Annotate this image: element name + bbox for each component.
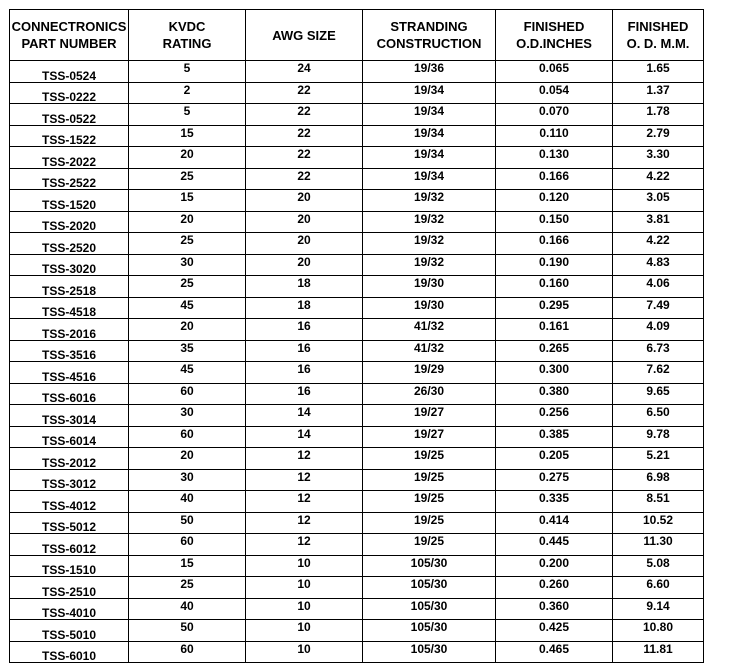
cell-awg-size: 16 — [246, 362, 363, 384]
cell-awg-size: 10 — [246, 598, 363, 620]
cell-od-inches: 0.130 — [496, 147, 613, 169]
header-part-number — [10, 10, 129, 61]
cell-stranding: 105/30 — [363, 641, 496, 663]
table-row — [10, 469, 704, 491]
cell-od-mm: 7.49 — [613, 297, 704, 319]
cell-od-inches: 0.445 — [496, 534, 613, 556]
table-row — [10, 61, 704, 83]
cell-stranding: 19/32 — [363, 233, 496, 255]
cell-part-number: TSS-0522 — [10, 104, 129, 126]
cell-awg-size: 18 — [246, 297, 363, 319]
cell-part-number: TSS-3014 — [10, 405, 129, 427]
table-row — [10, 297, 704, 319]
cell-awg-size: 16 — [246, 383, 363, 405]
cell-od-mm: 8.51 — [613, 491, 704, 513]
cell-part-number: TSS-3020 — [10, 254, 129, 276]
cell-awg-size: 14 — [246, 426, 363, 448]
cell-od-mm: 4.22 — [613, 233, 704, 255]
cell-awg-size: 20 — [246, 211, 363, 233]
cell-awg-size: 12 — [246, 534, 363, 556]
header-line: CONSTRUCTION — [376, 36, 482, 51]
cell-part-number: TSS-2510 — [10, 577, 129, 599]
cell-stranding: 19/25 — [363, 534, 496, 556]
cell-kvdc-rating: 45 — [129, 297, 246, 319]
table-row — [10, 426, 704, 448]
cell-od-inches: 0.465 — [496, 641, 613, 663]
cell-stranding: 26/30 — [363, 383, 496, 405]
cell-od-inches: 0.265 — [496, 340, 613, 362]
cell-od-mm: 10.80 — [613, 620, 704, 642]
cell-stranding: 19/34 — [363, 82, 496, 104]
cell-kvdc-rating: 30 — [129, 405, 246, 427]
table-row — [10, 190, 704, 212]
cell-kvdc-rating: 35 — [129, 340, 246, 362]
cell-od-mm: 6.73 — [613, 340, 704, 362]
table-row — [10, 319, 704, 341]
cell-od-mm: 9.14 — [613, 598, 704, 620]
cell-od-inches: 0.065 — [496, 61, 613, 83]
cell-awg-size: 12 — [246, 469, 363, 491]
table-row — [10, 82, 704, 104]
header-line: CONNECTRONICS — [11, 19, 127, 34]
wire-spec-table — [9, 9, 704, 663]
header-line: O. D. M.M. — [626, 36, 690, 51]
spec-table-container — [9, 9, 704, 663]
cell-stranding: 19/27 — [363, 405, 496, 427]
cell-awg-size: 24 — [246, 61, 363, 83]
cell-stranding: 105/30 — [363, 555, 496, 577]
cell-part-number: TSS-6012 — [10, 534, 129, 556]
cell-awg-size: 16 — [246, 319, 363, 341]
table-row — [10, 405, 704, 427]
cell-od-mm: 3.30 — [613, 147, 704, 169]
cell-part-number: TSS-1520 — [10, 190, 129, 212]
cell-awg-size: 12 — [246, 512, 363, 534]
cell-od-inches: 0.110 — [496, 125, 613, 147]
cell-kvdc-rating: 30 — [129, 469, 246, 491]
cell-od-mm: 9.65 — [613, 383, 704, 405]
cell-od-inches: 0.190 — [496, 254, 613, 276]
cell-stranding: 19/30 — [363, 276, 496, 298]
cell-kvdc-rating: 45 — [129, 362, 246, 384]
cell-kvdc-rating: 40 — [129, 598, 246, 620]
table-row — [10, 577, 704, 599]
cell-od-inches: 0.256 — [496, 405, 613, 427]
cell-od-inches: 0.275 — [496, 469, 613, 491]
cell-part-number: TSS-6016 — [10, 383, 129, 405]
cell-kvdc-rating: 5 — [129, 61, 246, 83]
cell-awg-size: 22 — [246, 82, 363, 104]
cell-part-number: TSS-2520 — [10, 233, 129, 255]
cell-od-mm: 4.09 — [613, 319, 704, 341]
cell-od-inches: 0.380 — [496, 383, 613, 405]
cell-stranding: 19/27 — [363, 426, 496, 448]
cell-awg-size: 20 — [246, 233, 363, 255]
cell-od-mm: 4.06 — [613, 276, 704, 298]
table-row — [10, 254, 704, 276]
cell-kvdc-rating: 60 — [129, 383, 246, 405]
cell-od-mm: 3.05 — [613, 190, 704, 212]
cell-part-number: TSS-4010 — [10, 598, 129, 620]
cell-od-inches: 0.166 — [496, 233, 613, 255]
cell-kvdc-rating: 20 — [129, 147, 246, 169]
cell-part-number: TSS-2012 — [10, 448, 129, 470]
cell-stranding: 19/34 — [363, 168, 496, 190]
cell-kvdc-rating: 5 — [129, 104, 246, 126]
cell-awg-size: 20 — [246, 190, 363, 212]
cell-awg-size: 22 — [246, 147, 363, 169]
cell-od-mm: 11.81 — [613, 641, 704, 663]
table-row — [10, 491, 704, 513]
cell-stranding: 19/25 — [363, 512, 496, 534]
header-kvdc-rating — [129, 10, 246, 61]
cell-kvdc-rating: 40 — [129, 491, 246, 513]
table-row — [10, 512, 704, 534]
cell-awg-size: 10 — [246, 577, 363, 599]
cell-stranding: 19/30 — [363, 297, 496, 319]
header-line: FINISHED — [627, 19, 689, 34]
header-line: RATING — [162, 36, 212, 51]
table-row — [10, 641, 704, 663]
cell-part-number: TSS-6014 — [10, 426, 129, 448]
cell-kvdc-rating: 25 — [129, 233, 246, 255]
cell-stranding: 19/32 — [363, 211, 496, 233]
cell-od-mm: 4.22 — [613, 168, 704, 190]
cell-od-inches: 0.425 — [496, 620, 613, 642]
cell-od-mm: 4.83 — [613, 254, 704, 276]
cell-od-inches: 0.360 — [496, 598, 613, 620]
cell-od-inches: 0.150 — [496, 211, 613, 233]
cell-stranding: 19/25 — [363, 448, 496, 470]
cell-part-number: TSS-3012 — [10, 469, 129, 491]
cell-od-mm: 2.79 — [613, 125, 704, 147]
cell-stranding: 105/30 — [363, 598, 496, 620]
cell-awg-size: 18 — [246, 276, 363, 298]
cell-kvdc-rating: 15 — [129, 555, 246, 577]
cell-kvdc-rating: 25 — [129, 168, 246, 190]
table-row — [10, 555, 704, 577]
header-stranding-construction — [363, 10, 496, 61]
header-od-inches — [496, 10, 613, 61]
cell-awg-size: 22 — [246, 168, 363, 190]
cell-awg-size: 10 — [246, 641, 363, 663]
cell-od-inches: 0.166 — [496, 168, 613, 190]
header-line: PART NUMBER — [21, 36, 117, 51]
table-row — [10, 276, 704, 298]
cell-kvdc-rating: 30 — [129, 254, 246, 276]
table-row — [10, 383, 704, 405]
header-line: O.D.INCHES — [516, 36, 592, 51]
cell-part-number: TSS-4518 — [10, 297, 129, 319]
cell-od-mm: 6.60 — [613, 577, 704, 599]
cell-awg-size: 22 — [246, 104, 363, 126]
cell-od-mm: 9.78 — [613, 426, 704, 448]
header-line: FINISHED — [523, 19, 585, 34]
header-od-mm — [613, 10, 704, 61]
cell-kvdc-rating: 25 — [129, 577, 246, 599]
cell-kvdc-rating: 15 — [129, 190, 246, 212]
cell-od-inches: 0.120 — [496, 190, 613, 212]
cell-awg-size: 10 — [246, 620, 363, 642]
cell-od-inches: 0.385 — [496, 426, 613, 448]
cell-kvdc-rating: 50 — [129, 620, 246, 642]
cell-stranding: 41/32 — [363, 340, 496, 362]
cell-od-mm: 6.50 — [613, 405, 704, 427]
cell-part-number: TSS-4012 — [10, 491, 129, 513]
cell-part-number: TSS-6010 — [10, 641, 129, 663]
cell-od-mm: 1.78 — [613, 104, 704, 126]
cell-od-inches: 0.161 — [496, 319, 613, 341]
cell-awg-size: 14 — [246, 405, 363, 427]
cell-part-number: TSS-2522 — [10, 168, 129, 190]
cell-od-mm: 10.52 — [613, 512, 704, 534]
cell-part-number: TSS-2518 — [10, 276, 129, 298]
table-row — [10, 233, 704, 255]
cell-part-number: TSS-2016 — [10, 319, 129, 341]
cell-od-inches: 0.335 — [496, 491, 613, 513]
cell-od-inches: 0.295 — [496, 297, 613, 319]
header-line: KVDC — [168, 19, 206, 34]
cell-kvdc-rating: 20 — [129, 448, 246, 470]
cell-kvdc-rating: 2 — [129, 82, 246, 104]
cell-part-number: TSS-1522 — [10, 125, 129, 147]
cell-stranding: 41/32 — [363, 319, 496, 341]
cell-part-number: TSS-2020 — [10, 211, 129, 233]
cell-od-mm: 7.62 — [613, 362, 704, 384]
cell-stranding: 19/34 — [363, 104, 496, 126]
table-body — [10, 61, 704, 663]
cell-stranding: 19/34 — [363, 147, 496, 169]
cell-kvdc-rating: 60 — [129, 426, 246, 448]
cell-od-mm: 5.08 — [613, 555, 704, 577]
cell-stranding: 19/32 — [363, 254, 496, 276]
cell-stranding: 19/32 — [363, 190, 496, 212]
table-row — [10, 448, 704, 470]
table-row — [10, 168, 704, 190]
cell-awg-size: 10 — [246, 555, 363, 577]
cell-awg-size: 20 — [246, 254, 363, 276]
cell-stranding: 19/34 — [363, 125, 496, 147]
header-awg-size — [246, 10, 363, 61]
table-row — [10, 125, 704, 147]
table-row — [10, 211, 704, 233]
cell-od-mm: 1.65 — [613, 61, 704, 83]
cell-kvdc-rating: 50 — [129, 512, 246, 534]
cell-kvdc-rating: 20 — [129, 211, 246, 233]
cell-part-number: TSS-2022 — [10, 147, 129, 169]
cell-od-inches: 0.300 — [496, 362, 613, 384]
table-row — [10, 598, 704, 620]
cell-kvdc-rating: 15 — [129, 125, 246, 147]
cell-od-inches: 0.260 — [496, 577, 613, 599]
header-line: AWG SIZE — [272, 27, 336, 43]
cell-awg-size: 12 — [246, 491, 363, 513]
cell-od-mm: 6.98 — [613, 469, 704, 491]
cell-od-inches: 0.205 — [496, 448, 613, 470]
cell-od-inches: 0.160 — [496, 276, 613, 298]
cell-kvdc-rating: 60 — [129, 534, 246, 556]
cell-awg-size: 16 — [246, 340, 363, 362]
table-header — [10, 10, 704, 61]
cell-od-mm: 1.37 — [613, 82, 704, 104]
cell-od-mm: 5.21 — [613, 448, 704, 470]
cell-kvdc-rating: 25 — [129, 276, 246, 298]
cell-part-number: TSS-5010 — [10, 620, 129, 642]
cell-part-number: TSS-0524 — [10, 61, 129, 83]
cell-stranding: 19/25 — [363, 469, 496, 491]
header-row — [10, 10, 704, 61]
cell-awg-size: 12 — [246, 448, 363, 470]
cell-kvdc-rating: 60 — [129, 641, 246, 663]
cell-part-number: TSS-1510 — [10, 555, 129, 577]
cell-part-number: TSS-0222 — [10, 82, 129, 104]
cell-part-number: TSS-4516 — [10, 362, 129, 384]
cell-od-inches: 0.070 — [496, 104, 613, 126]
cell-od-inches: 0.414 — [496, 512, 613, 534]
cell-stranding: 19/29 — [363, 362, 496, 384]
cell-awg-size: 22 — [246, 125, 363, 147]
table-row — [10, 534, 704, 556]
table-row — [10, 362, 704, 384]
cell-od-inches: 0.200 — [496, 555, 613, 577]
cell-part-number: TSS-3516 — [10, 340, 129, 362]
cell-od-mm: 3.81 — [613, 211, 704, 233]
table-row — [10, 620, 704, 642]
cell-stranding: 105/30 — [363, 577, 496, 599]
cell-od-mm: 11.30 — [613, 534, 704, 556]
cell-stranding: 19/25 — [363, 491, 496, 513]
cell-od-inches: 0.054 — [496, 82, 613, 104]
cell-stranding: 19/36 — [363, 61, 496, 83]
cell-kvdc-rating: 20 — [129, 319, 246, 341]
header-line: STRANDING — [390, 19, 468, 34]
table-row — [10, 340, 704, 362]
cell-stranding: 105/30 — [363, 620, 496, 642]
table-row — [10, 104, 704, 126]
cell-part-number: TSS-5012 — [10, 512, 129, 534]
table-row — [10, 147, 704, 169]
